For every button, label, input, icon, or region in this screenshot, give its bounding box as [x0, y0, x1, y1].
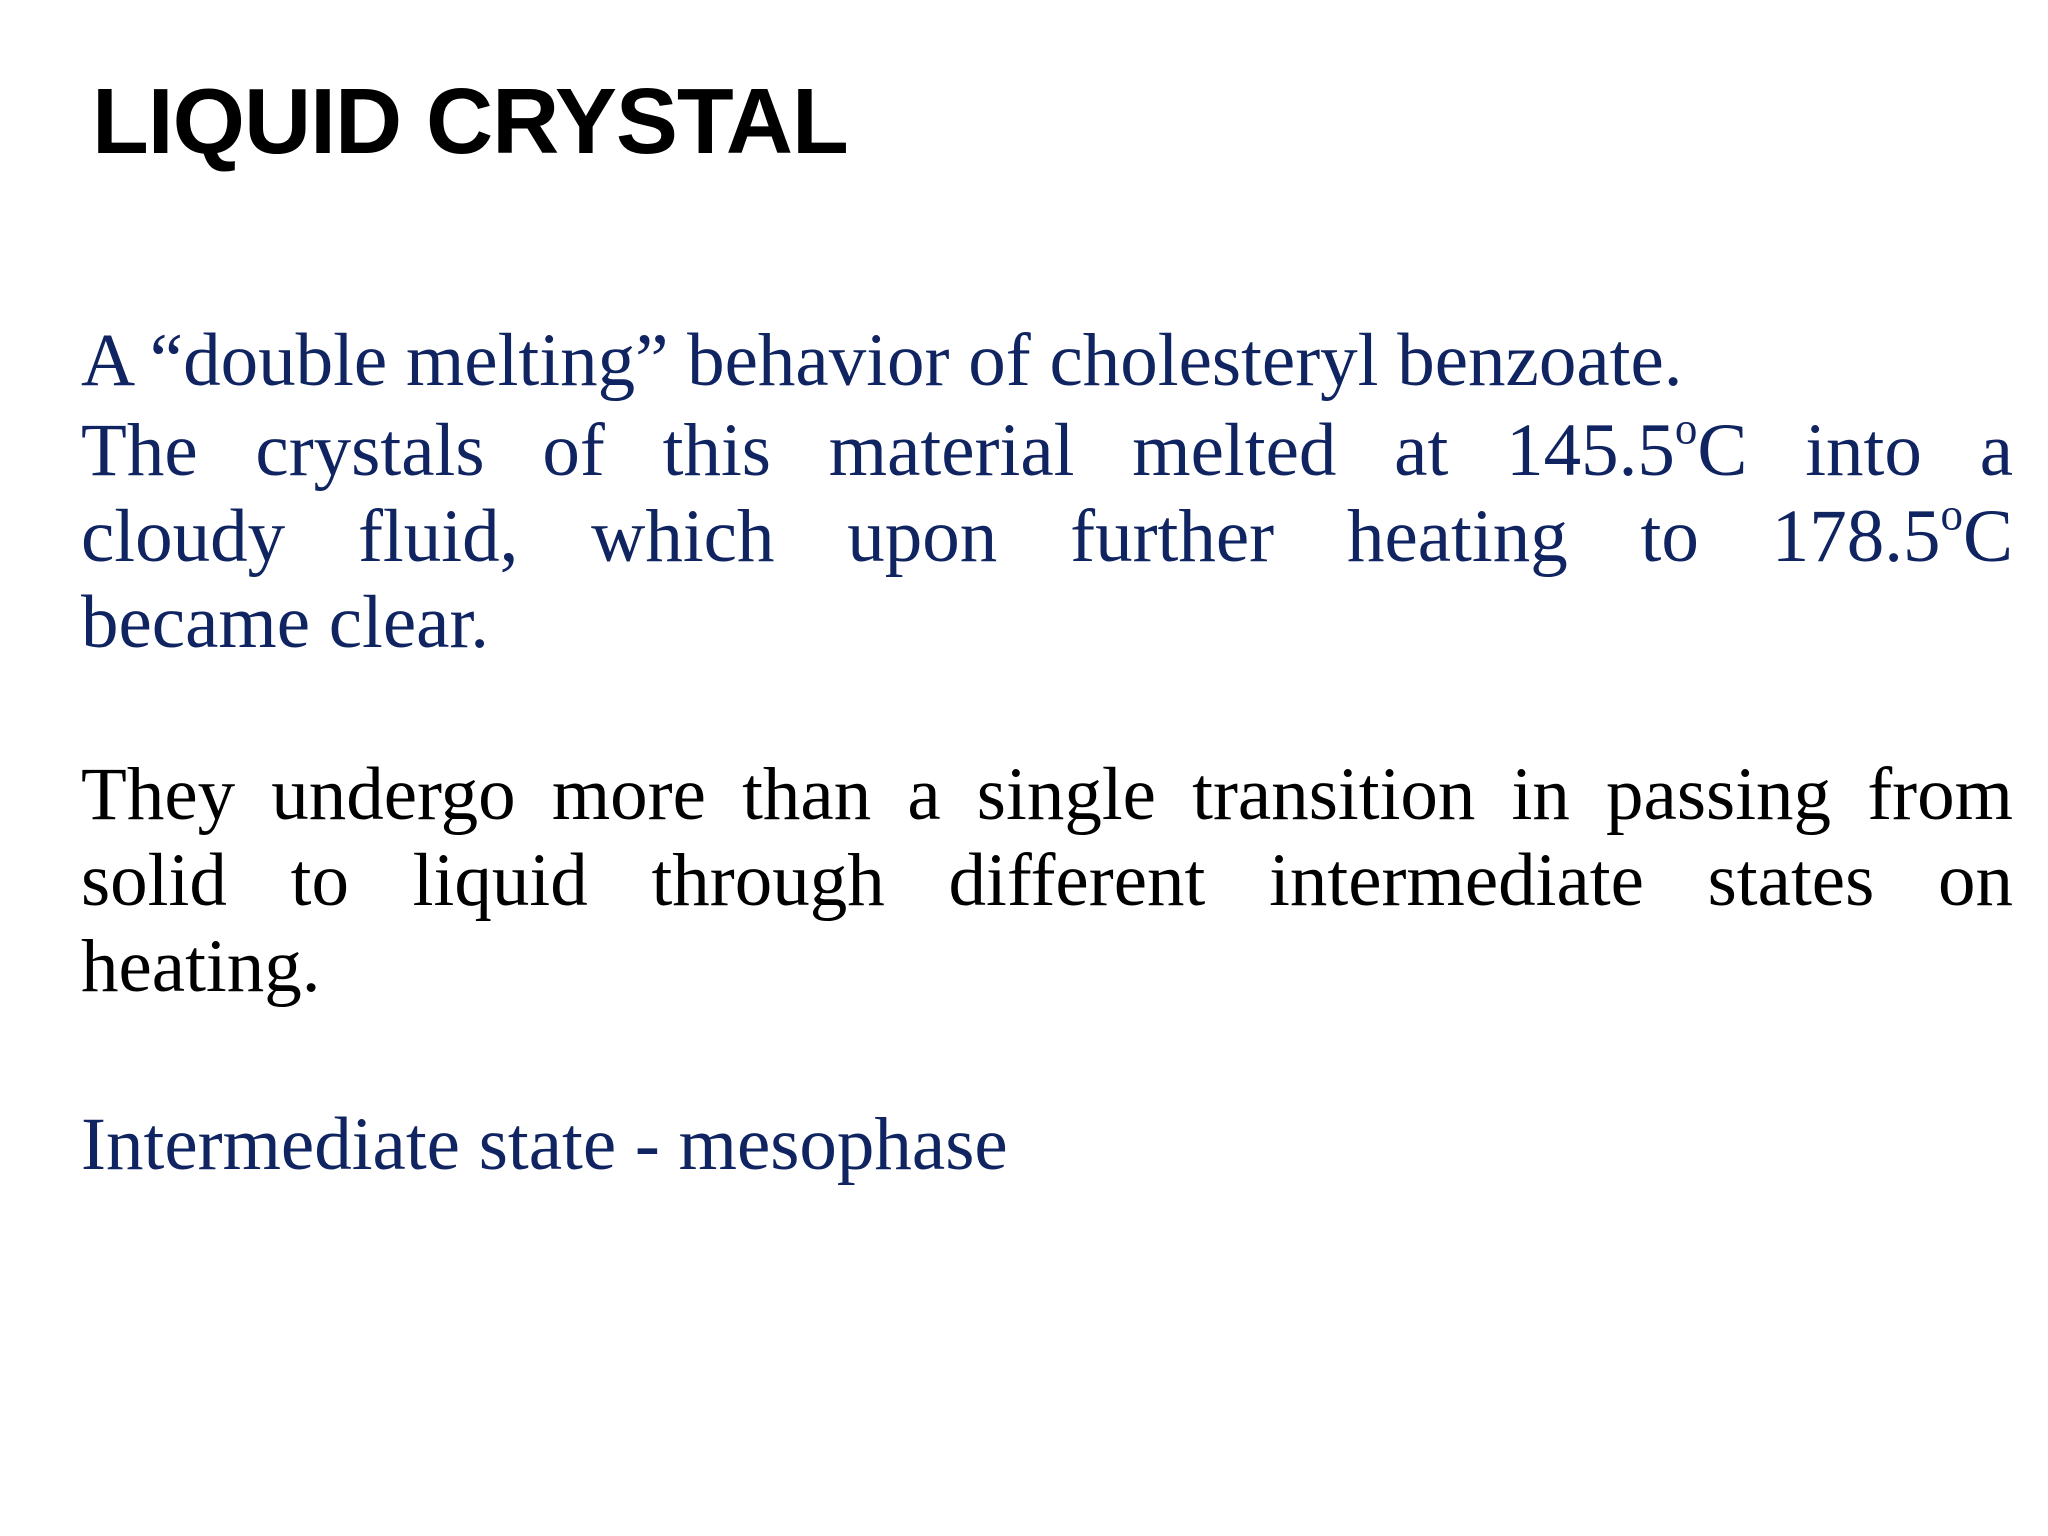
transitions-line-3: heating. [81, 925, 321, 1008]
paragraph-double-melting [81, 318, 2013, 404]
paragraph-transitions [81, 752, 2013, 1010]
paragraph-mesophase [81, 1102, 2013, 1188]
melting-line-3: became clear. [81, 581, 490, 664]
melting-line-2-text: cloudy fluid, which upon further heating to 178.5 [81, 495, 1941, 578]
degree-superscript-2: o [1940, 489, 1963, 540]
transitions-line-2: solid to liquid through different intermediate states on [81, 839, 2013, 922]
paragraph-double-melting-text: A “double melting” behavior of cholesteryl benzoate. [81, 319, 1683, 402]
melting-line-2 [81, 489, 2013, 580]
paragraph-melting-temperatures [81, 403, 2013, 666]
transitions-line-1: They undergo more than a single transition in passing from [81, 753, 2013, 836]
slide-title: LIQUID CRYSTAL [92, 69, 848, 173]
melting-line-1-text: The crystals of this material melted at 145.5 [81, 409, 1675, 492]
melting-line-1-end: C into a [1697, 409, 2013, 492]
degree-superscript-1: o [1674, 403, 1698, 454]
melting-line-2-end: C [1962, 495, 2013, 578]
mesophase-text: Intermediate state - mesophase [81, 1103, 1008, 1186]
melting-line-1 [81, 403, 2013, 494]
